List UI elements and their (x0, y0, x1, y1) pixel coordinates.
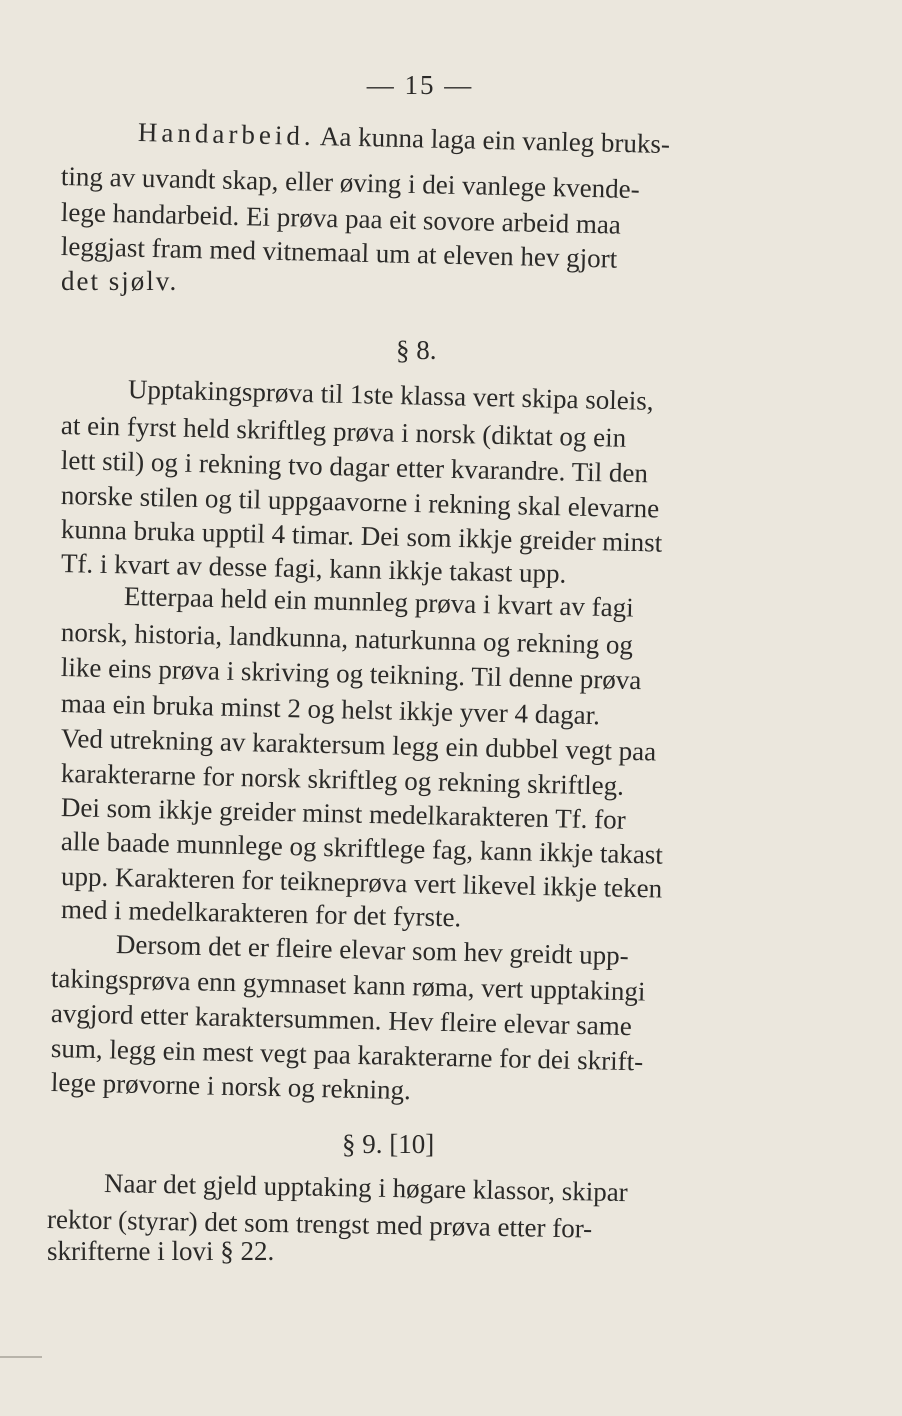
text-line: alle baade munnlege og skriftlege fag, kann ikkje takast (60, 826, 664, 870)
text-line: Dersom det er fleire elevar som hev greidt upp- (115, 929, 630, 971)
text-line: upp. Karakteren for teikneprøva vert likevel ikkje teken (60, 861, 663, 904)
text-line: avgjord etter karaktersummen. Hev fleire elevar same (50, 998, 633, 1042)
text-line: sum, legg ein mest vegt paa karakterarne for dei skrift- (50, 1033, 644, 1077)
text-line: lege handarbeid. Ei prøva paa eit sovore arbeid maa (60, 197, 622, 240)
text-line (138, 119, 671, 158)
text-line: maa ein bruka minst 2 og helst ikkje yver 4 dagar. (60, 688, 601, 731)
text-line: norske stilen og til uppgaavorne i rekning skal elevarne (60, 480, 660, 524)
text-line: Ved utrekning av karaktersum legg ein dubbel vegt paa (60, 723, 657, 767)
text-line: lett stil) og i rekning tvo dagar etter kvarandre. Til den (60, 445, 649, 489)
text-line: karakterarne for norsk skriftleg og rekning skriftleg. (60, 758, 625, 801)
text-line: skrifterne i lovi § 22. (47, 1236, 275, 1266)
text-line: at ein fyrst held skriftleg prøva i norsk (diktat og ein (60, 410, 627, 453)
text-line: Upptakingsprøva til 1ste klassa vert skipa soleis, (127, 374, 654, 416)
section-heading: § 8. (396, 335, 437, 365)
text-line: Naar det gjeld upptaking i høgare klassor, skipar (103, 1168, 628, 1208)
text-line: rektor (styrar) det som trengst med prøva etter for- (46, 1204, 593, 1244)
text-line: lege prøvorne i norsk og rekning. (50, 1067, 412, 1106)
text-line: med i medelkarakteren for det fyrste. (60, 894, 462, 933)
text-line: like eins prøva i skriving og teikning. Til denne prøva (60, 652, 642, 696)
section-heading: § 9. [10] (342, 1129, 435, 1159)
text-line: ting av uvandt skap, eller øving i dei vanlege kvende- (60, 161, 641, 205)
text-line: Etterpaa held ein munnleg prøva i kvart av fagi (123, 581, 635, 623)
text-line: norsk, historia, landkunna, naturkunna og rekning og (60, 617, 634, 660)
page-number: — 15 — (366, 70, 474, 100)
edge-mark (0, 1356, 42, 1358)
text-line: Tf. i kvart av desse fagi, kann ikkje takast upp. (60, 548, 567, 589)
text-line: kunna bruka upptil 4 timar. Dei som ikkje greider minst (60, 514, 663, 558)
text-line: Dei som ikkje greider minst medelkarakteren Tf. for (60, 792, 627, 835)
text-line: det sjølv. (61, 266, 179, 296)
paragraph-lead: Handarbeid. (137, 117, 316, 152)
text-segment: Aa kunna laga ein vanleg bruks- (314, 121, 671, 160)
text-line: leggjast fram med vitnemaal um at eleven hev gjort (60, 231, 618, 274)
text-line: takingsprøva enn gymnaset kann røma, vert upptakingi (50, 963, 646, 1007)
